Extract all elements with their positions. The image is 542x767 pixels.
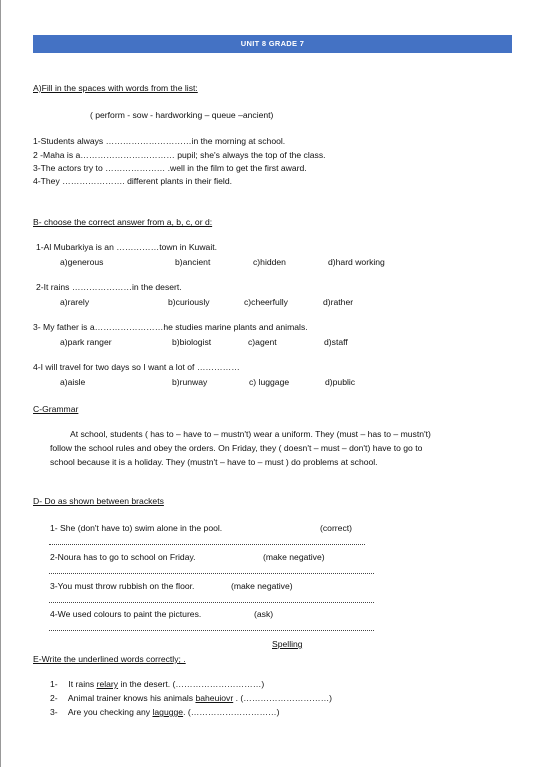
misspelled-word: lagugge — [152, 707, 184, 717]
option-a: a)aisle — [60, 377, 86, 387]
page-left-border — [0, 0, 1, 767]
option-a: a)park ranger — [60, 337, 112, 347]
section-a-item: 4-They …………………. different plants in their field. — [33, 176, 233, 186]
item-text-before: Are you checking any — [67, 707, 153, 717]
section-a-item: 1-Students always …………………………in the morning at school. — [33, 136, 286, 146]
item-number: 3- — [50, 707, 58, 717]
option-d: d)rather — [323, 297, 354, 307]
section-d-hint: (make negative) — [231, 581, 293, 591]
question-b2: 2-It rains …………………in the desert. — [36, 282, 182, 292]
section-d-item: 4-We used colours to paint the pictures. — [50, 609, 202, 619]
section-c-title: C-Grammar — [33, 404, 79, 414]
section-e-title: E-Write the underlined words correctly; . — [33, 654, 186, 664]
answer-line — [49, 573, 374, 574]
section-d-item: 2-Noura has to go to school on Friday. — [50, 552, 196, 562]
section-e-item — [50, 693, 332, 703]
section-a-item: 3-The actors try to ………………… .well in the film to get the first award. — [33, 163, 307, 173]
section-d-item: 3-You must throw rubbish on the floor. — [50, 581, 195, 591]
answer-line — [49, 544, 365, 545]
section-e-item — [50, 679, 264, 689]
option-c: c)agent — [248, 337, 277, 347]
section-a-title: A)Fill in the spaces with words from the list: — [33, 83, 198, 93]
question-b1: 1-Al Mubarkiya is an ……………town in Kuwait. — [36, 242, 218, 252]
misspelled-word: baheuiovr — [195, 693, 234, 703]
section-e-item — [50, 707, 280, 717]
spelling-heading: Spelling — [272, 639, 303, 649]
grammar-line: follow the school rules and obey the orders. On Friday, they ( doesn't – must – don't) have to go to — [50, 443, 423, 453]
option-a: a)rarely — [60, 297, 90, 307]
word-list: ( perform - sow - hardworking – queue –ancient) — [90, 110, 274, 120]
item-text-after: . (…………………………) — [183, 707, 280, 717]
item-text-before: It rains — [68, 679, 97, 689]
option-b: b)ancient — [175, 257, 211, 267]
option-d: d)hard working — [328, 257, 385, 267]
option-b: b)curiously — [168, 297, 210, 307]
item-text-before: Animal trainer knows his animals — [67, 693, 196, 703]
section-d-hint: (ask) — [254, 609, 274, 619]
section-d-title: D- Do as shown between brackets — [33, 496, 164, 506]
section-d-item: 1- She (don't have to) swim alone in the pool. — [50, 523, 223, 533]
section-b-title: B- choose the correct answer from a, b, c, or d: — [33, 217, 213, 227]
section-a-item: 2 -Maha is a…………………………… pupil; she's always the top of the class. — [33, 150, 326, 160]
option-d: d)public — [325, 377, 356, 387]
question-b4: 4-I will travel for two days so I want a lot of …………… — [33, 362, 240, 372]
option-b: b)biologist — [172, 337, 212, 347]
option-a: a)generous — [60, 257, 104, 267]
item-text-after: . (…………………………) — [233, 693, 333, 703]
section-d-hint: (make negative) — [263, 552, 325, 562]
option-d: d)staff — [324, 337, 348, 347]
section-d-hint: (correct) — [320, 523, 352, 533]
item-text-after: in the desert. (…………………………) — [118, 679, 265, 689]
option-c: c) luggage — [249, 377, 290, 387]
misspelled-word: relary — [96, 679, 119, 689]
answer-line — [49, 602, 374, 603]
option-b: b)runway — [172, 377, 208, 387]
grammar-line: At school, students ( has to – have to – mustn't) wear a uniform. They (must – has to – mustn't) — [70, 429, 431, 439]
grammar-line: school because it is a holiday. They (mustn't – have to – must ) do problems at school. — [50, 457, 378, 467]
answer-line — [49, 630, 374, 631]
question-b3: 3- My father is a……………………he studies marine plants and animals. — [33, 322, 308, 332]
item-number: 1- — [50, 679, 58, 689]
option-c: c)hidden — [253, 257, 286, 267]
unit-banner: UNIT 8 GRADE 7 — [33, 35, 512, 53]
option-c: c)cheerfully — [244, 297, 288, 307]
item-number: 2- — [50, 693, 58, 703]
